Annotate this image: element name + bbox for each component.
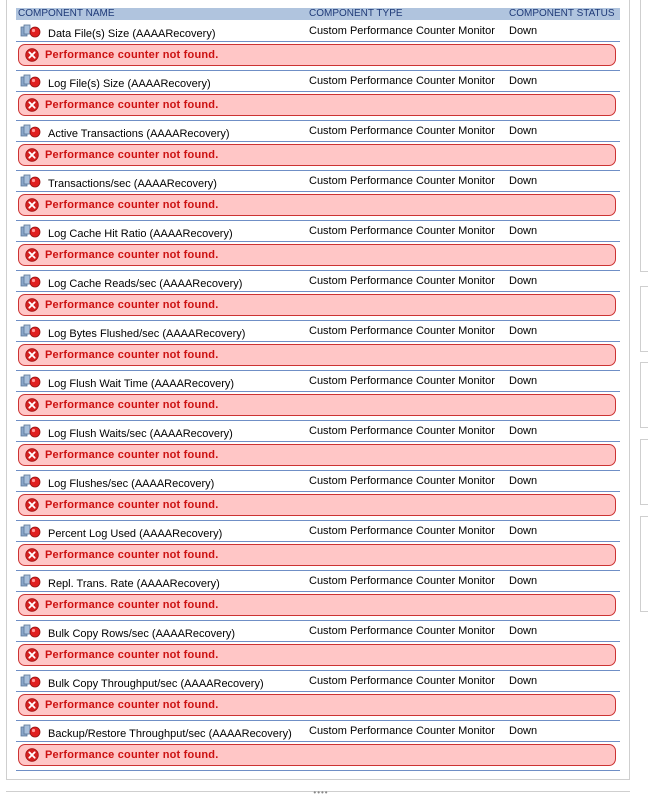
error-x-circle-icon [25,348,39,362]
monitor-status-down-icon [20,724,42,738]
component-name-link[interactable]: Log Flushes/sec (AAAARecovery) [48,478,215,490]
column-header-name: COMPONENT NAME [18,8,115,19]
error-message-box [18,94,616,116]
component-type: Custom Performance Counter Monitor [309,675,495,687]
row-divider [16,741,620,742]
error-message-text: Performance counter not found. [45,149,219,161]
monitor-status-down-icon [20,124,42,138]
resize-grip-icon[interactable]: •••• [313,788,329,797]
error-x-circle-icon [25,598,39,612]
error-x-circle-icon [25,498,39,512]
row-divider [16,70,620,71]
component-status: Down [509,725,538,737]
component-status: Down [509,25,538,37]
error-message-box [18,194,616,216]
component-name-link[interactable]: Transactions/sec (AAAARecovery) [48,178,217,190]
component-status: Down [509,625,538,637]
error-message-box [18,444,616,466]
error-message-text: Performance counter not found. [45,249,219,261]
error-message-box [18,394,616,416]
error-message-text: Performance counter not found. [45,349,219,361]
component-type: Custom Performance Counter Monitor [309,475,495,487]
row-divider [16,541,620,542]
row-divider [16,641,620,642]
error-message-box [18,294,616,316]
table-row [16,72,620,122]
component-status: Down [509,175,538,187]
row-divider [16,720,620,721]
table-row [16,472,620,522]
component-name-link[interactable]: Log Cache Reads/sec (AAAARecovery) [48,278,243,290]
component-type: Custom Performance Counter Monitor [309,175,495,187]
error-message-text: Performance counter not found. [45,549,219,561]
error-message-text: Performance counter not found. [45,499,219,511]
monitor-status-down-icon [20,224,42,238]
error-message-box [18,244,616,266]
table-row [16,722,620,772]
table-row [16,322,620,372]
row-divider [16,470,620,471]
error-x-circle-icon [25,448,39,462]
component-type: Custom Performance Counter Monitor [309,425,495,437]
component-status: Down [509,225,538,237]
error-message-box [18,644,616,666]
error-message-box [18,594,616,616]
error-message-box [18,494,616,516]
table-header [16,8,620,20]
monitor-status-down-icon [20,24,42,38]
adjacent-panel [640,362,648,428]
row-divider [16,420,620,421]
table-row [16,572,620,622]
row-divider [16,320,620,321]
row-divider [16,620,620,621]
error-message-text: Performance counter not found. [45,449,219,461]
component-type: Custom Performance Counter Monitor [309,25,495,37]
component-name-link[interactable]: Percent Log Used (AAAARecovery) [48,528,223,540]
error-message-text: Performance counter not found. [45,649,219,661]
component-name-link[interactable]: Bulk Copy Rows/sec (AAAARecovery) [48,628,236,640]
monitor-status-down-icon [20,174,42,188]
table-row [16,172,620,222]
component-status: Down [509,325,538,337]
row-divider [16,570,620,571]
row-divider [16,241,620,242]
component-name-link[interactable]: Log Flush Wait Time (AAAARecovery) [48,378,235,390]
error-message-text: Performance counter not found. [45,749,219,761]
row-divider [16,591,620,592]
error-message-text: Performance counter not found. [45,699,219,711]
error-message-text: Performance counter not found. [45,599,219,611]
component-type: Custom Performance Counter Monitor [309,375,495,387]
row-divider [16,91,620,92]
error-message-box [18,544,616,566]
row-divider [16,141,620,142]
component-status: Down [509,375,538,387]
component-name-link[interactable]: Log Bytes Flushed/sec (AAAARecovery) [48,328,246,340]
component-name-link[interactable]: Data File(s) Size (AAAARecovery) [48,28,216,40]
error-message-text: Performance counter not found. [45,299,219,311]
error-x-circle-icon [25,198,39,212]
error-x-circle-icon [25,748,39,762]
row-divider [16,291,620,292]
row-divider [16,41,620,42]
monitor-status-down-icon [20,274,42,288]
table-row [16,222,620,272]
row-divider [16,170,620,171]
error-message-box [18,144,616,166]
error-message-box [18,744,616,766]
component-type: Custom Performance Counter Monitor [309,125,495,137]
error-x-circle-icon [25,148,39,162]
table-row [16,522,620,572]
component-type: Custom Performance Counter Monitor [309,525,495,537]
table-row [16,22,620,72]
row-divider [16,391,620,392]
error-x-circle-icon [25,298,39,312]
error-x-circle-icon [25,548,39,562]
row-divider [16,370,620,371]
component-type: Custom Performance Counter Monitor [309,325,495,337]
table-row [16,422,620,472]
row-divider [16,220,620,221]
component-name-link[interactable]: Log File(s) Size (AAAARecovery) [48,78,211,90]
component-status: Down [509,125,538,137]
component-type: Custom Performance Counter Monitor [309,225,495,237]
table-row [16,622,620,672]
component-name-link[interactable]: Active Transactions (AAAARecovery) [48,128,230,140]
component-type: Custom Performance Counter Monitor [309,625,495,637]
row-divider [16,520,620,521]
error-message-text: Performance counter not found. [45,49,219,61]
row-divider [16,120,620,121]
table-row [16,672,620,722]
monitor-status-down-icon [20,374,42,388]
table-row [16,122,620,172]
error-message-box [18,344,616,366]
component-name-link[interactable]: Bulk Copy Throughput/sec (AAAARecovery) [48,678,264,690]
component-name-link[interactable]: Repl. Trans. Rate (AAAARecovery) [48,578,220,590]
error-message-text: Performance counter not found. [45,199,219,211]
component-type: Custom Performance Counter Monitor [309,725,495,737]
row-divider [16,491,620,492]
monitor-status-down-icon [20,424,42,438]
adjacent-panel [640,286,648,352]
row-divider [16,270,620,271]
component-name-link[interactable]: Backup/Restore Throughput/sec (AAAARecovery) [48,728,292,740]
error-message-text: Performance counter not found. [45,399,219,411]
monitor-status-down-icon [20,624,42,638]
row-divider [16,341,620,342]
component-status: Down [509,525,538,537]
row-divider [16,441,620,442]
component-type: Custom Performance Counter Monitor [309,575,495,587]
component-status: Down [509,675,538,687]
error-x-circle-icon [25,48,39,62]
error-x-circle-icon [25,98,39,112]
error-message-box [18,44,616,66]
monitor-status-down-icon [20,574,42,588]
component-name-link[interactable]: Log Cache Hit Ratio (AAAARecovery) [48,228,233,240]
component-status: Down [509,425,538,437]
monitor-status-down-icon [20,674,42,688]
row-divider [16,770,620,771]
row-divider [16,670,620,671]
component-status: Down [509,475,538,487]
component-status: Down [509,275,538,287]
monitor-status-down-icon [20,74,42,88]
adjacent-panel [640,0,648,272]
error-message-text: Performance counter not found. [45,99,219,111]
column-header-type: COMPONENT TYPE [309,8,403,19]
error-x-circle-icon [25,698,39,712]
table-row [16,372,620,422]
component-name-link[interactable]: Log Flush Waits/sec (AAAARecovery) [48,428,233,440]
row-divider [16,191,620,192]
column-header-status: COMPONENT STATUS [509,8,615,19]
component-type: Custom Performance Counter Monitor [309,75,495,87]
component-type: Custom Performance Counter Monitor [309,275,495,287]
error-x-circle-icon [25,248,39,262]
error-x-circle-icon [25,648,39,662]
component-status: Down [509,75,538,87]
monitor-status-down-icon [20,474,42,488]
monitor-status-down-icon [20,524,42,538]
table-row [16,272,620,322]
adjacent-panel [640,439,648,505]
error-message-box [18,694,616,716]
monitor-status-down-icon [20,324,42,338]
row-divider [16,691,620,692]
component-status: Down [509,575,538,587]
adjacent-panel [640,516,648,612]
error-x-circle-icon [25,398,39,412]
